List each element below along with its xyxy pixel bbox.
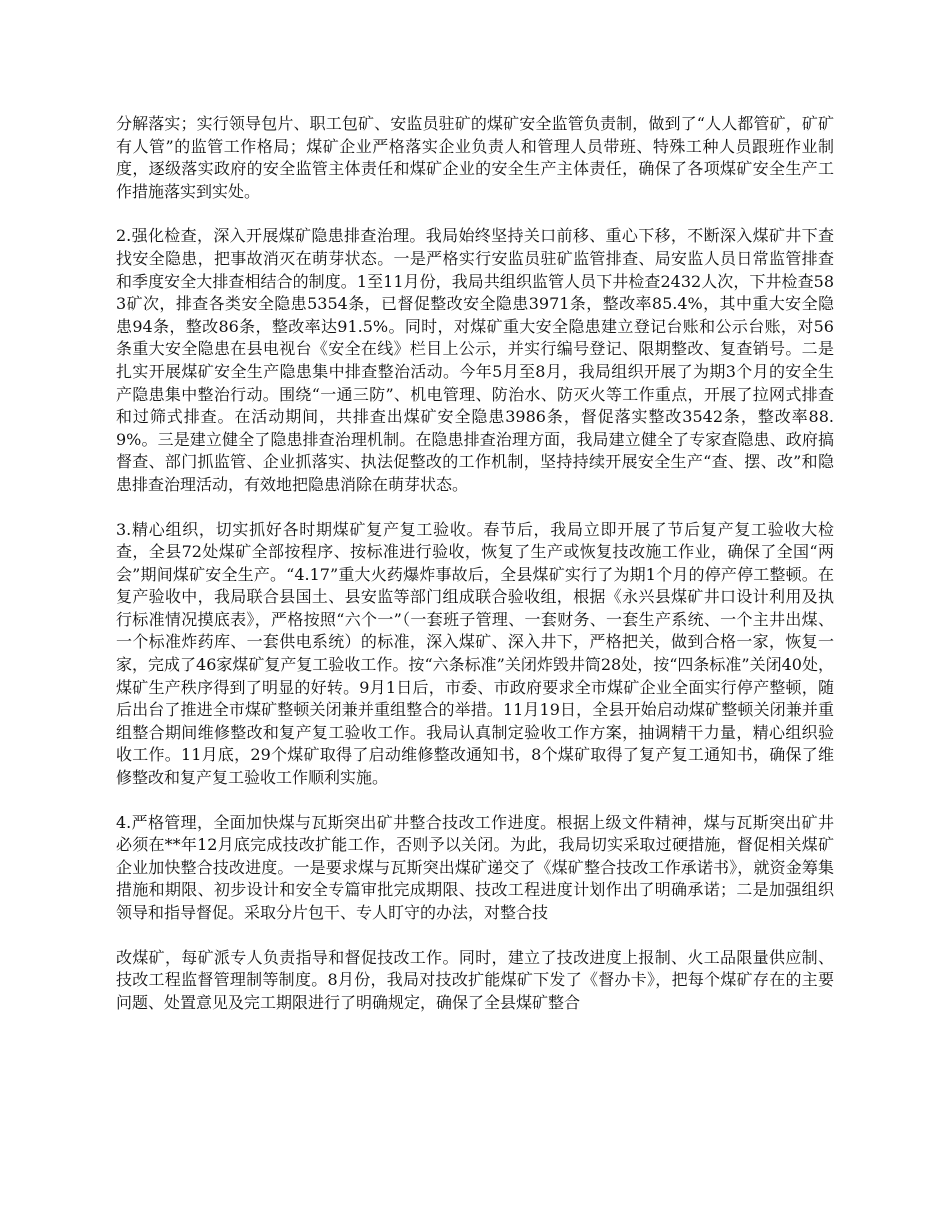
document-page xyxy=(116,113,834,1014)
paragraph-technical-renovation: 改煤矿，每矿派专人负责指导和督促技改工作。同时，建立了技改进度上报制、火工品限量供应制、技改工程监督管理制等制度。8月份，我局对技改扩能煤矿下发了《督办卡》，把每个煤矿存在的主要问题、处置意见及完工期限进行了明确规定，确保了全县煤矿整合 xyxy=(116,947,834,1012)
paragraph-hazard-inspection: 2.强化检查，深入开展煤矿隐患排查治理。我局始终坚持关口前移、重心下移，不断深入煤矿井下查找安全隐患，把事故消灭在萌芽状态。一是严格实行安监员驻矿监管排查、局安监人员日常监管排查和季度安全大排查相结合的制度。1至11月份，我局共组织监管人员下井检查2432人次，下井检查583矿次，排查各类安全隐患5354条，已督促整改安全隐患3971条，整改率85.4%，其中重大安全隐患94条，整改86条，整改率达91.5%。同时，对煤矿重大安全隐患建立登记台账和公示台账，对56条重大安全隐患在县电视台《安全在线》栏目上公示，并实行编号登记、限期整改、复查销号。二是扎实开展煤矿安全生产隐患集中排查整治活动。今年5月至8月，我局组织开展了为期3个月的安全生产隐患集中整治行动。围绕“一通三防”、机电管理、防治水、防灭火等工作重点，开展了拉网式排查和过筛式排查。在活动期间，共排查出煤矿安全隐患3986条，督促落实整改3542条，整改率88.9%。三是建立健全了隐患排查治理机制。在隐患排查治理方面，我局建立健全了专家查隐患、政府搞督查、部门抓监管、企业抓落实、执法促整改的工作机制，坚持持续开展安全生产“查、摆、改”和隐患排查治理活动，有效地把隐患消除在萌芽状态。 xyxy=(116,226,834,494)
paragraph-resumption-acceptance: 3.精心组织，切实抓好各时期煤矿复产复工验收。春节后，我局立即开展了节后复产复工验收大检查，全县72处煤矿全部按程序、按标准进行验收，恢复了生产或恢复技改施工作业，确保了全国“两会”期间煤矿安全生产。“4.17”重大火药爆炸事故后，全县煤矿实行了为期1个月的停产停工整顿。在复产验收中，我局联合县国土、县安监等部门组成联合验收组，根据《永兴县煤矿井口设计利用及执行标准情况摸底表》，严格按照“六个一”（一套班子管理、一套财务、一套生产系统、一个主井出煤、一个标准炸药库、一套供电系统）的标准，深入煤矿、深入井下，严格把关，做到合格一家，恢复一家，完成了46家煤矿复产复工验收工作。按“六条标准”关闭炸毁井筒28处，按“四条标准”关闭40处，煤矿生产秩序得到了明显的好转。9月1日后，市委、市政府要求全市煤矿企业全面实行停产整顿，随后出台了推进全市煤矿整顿关闭兼并重组整合的举措。11月19日，全县开始启动煤矿整顿关闭兼并重组整合期间维修整改和复产复工验收工作。我局认真制定验收工作方案，抽调精干力量，精心组织验收工作。11月底，29个煤矿取得了启动维修整改通知书，8个煤矿取得了复产复工通知书，确保了维修整改和复产复工验收工作顺利实施。 xyxy=(116,519,834,788)
paragraph-gas-outburst-integration: 4.严格管理，全面加快煤与瓦斯突出矿井整合技改工作进度。根据上级文件精神，煤与瓦斯突出矿井必须在**年12月底完成技改扩能工作，否则予以关闭。为此，我局切实采取过硬措施，督促相关煤矿企业加快整合技改进度。一是要求煤与瓦斯突出煤矿递交了《煤矿整合技改工作承诺书》，就资金筹集措施和期限、初步设计和安全专篇审批完成期限、技改工程进度计划作出了明确承诺；二是加强组织领导和指导督促。采取分片包干、专人盯守的办法，对整合技 xyxy=(116,812,834,922)
paragraph-responsibility: 分解落实；实行领导包片、职工包矿、安监员驻矿的煤矿安全监管负责制，做到了“人人都管矿，矿矿有人管”的监管工作格局；煤矿企业严格落实企业负责人和管理人员带班、特殊工种人员跟班作业制度，逐级落实政府的安全监管主体责任和煤矿企业的安全生产主体责任，确保了各项煤矿安全生产工作措施落实到实处。 xyxy=(116,114,834,201)
